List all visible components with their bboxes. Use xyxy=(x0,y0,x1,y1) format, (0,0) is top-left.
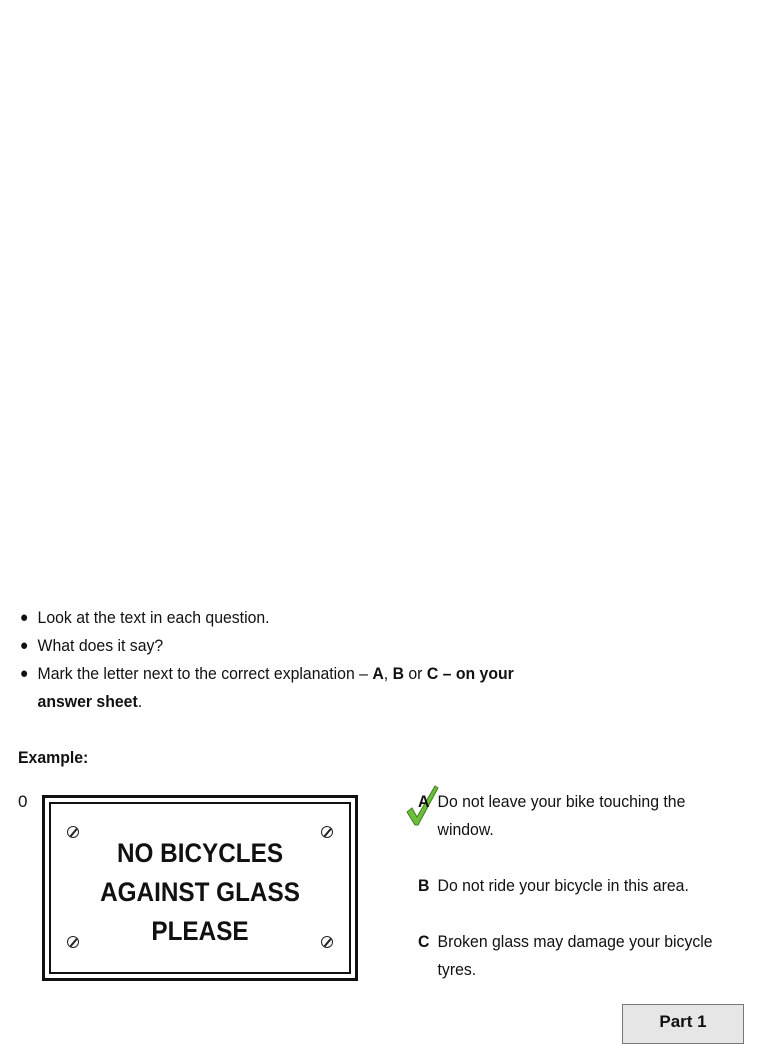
option-text: Do not leave your bike touching the window. xyxy=(437,792,686,839)
sign-line: AGAINST GLASS xyxy=(100,877,300,907)
example-label: Example: xyxy=(18,748,89,767)
sign-line: NO BICYCLES xyxy=(116,838,284,868)
bullet-icon: ● xyxy=(19,637,29,654)
bullet-icon: ● xyxy=(19,665,29,682)
instruction-text-suffix: . xyxy=(137,692,143,711)
letter-c: C xyxy=(426,664,439,683)
bullet-icon: ● xyxy=(19,609,29,626)
sign-inner-border xyxy=(49,802,351,974)
sign-notice xyxy=(42,795,358,981)
option-letter: B xyxy=(418,876,430,895)
instruction-text: Look at the text in each question. xyxy=(37,608,270,627)
question-number: 0 xyxy=(18,792,28,811)
part-tab[interactable]: Part 1 xyxy=(622,1004,744,1044)
instruction-separator: , xyxy=(383,664,393,683)
option-text: Do not ride your bicycle in this area. xyxy=(437,876,689,895)
instruction-item xyxy=(18,604,539,632)
option-letter: C xyxy=(418,932,430,951)
instruction-item xyxy=(18,660,539,716)
instruction-item xyxy=(18,632,539,660)
answer-sheet-text: – on your answer sheet xyxy=(37,664,514,711)
option-text: Broken glass may damage your bicycle tyres. xyxy=(437,932,713,979)
instructions-list xyxy=(18,604,539,716)
sign-text xyxy=(66,834,334,951)
instruction-separator: or xyxy=(403,664,427,683)
option-c[interactable] xyxy=(418,928,734,984)
option-letter: A xyxy=(418,792,430,811)
sign-line: PLEASE xyxy=(151,916,249,946)
instruction-text: What does it say? xyxy=(37,636,164,655)
letter-a: A xyxy=(372,664,384,683)
option-a[interactable] xyxy=(418,788,734,844)
instruction-text-prefix: Mark the letter next to the correct explanation – xyxy=(37,664,373,683)
option-b[interactable] xyxy=(418,872,734,900)
letter-b: B xyxy=(392,664,404,683)
